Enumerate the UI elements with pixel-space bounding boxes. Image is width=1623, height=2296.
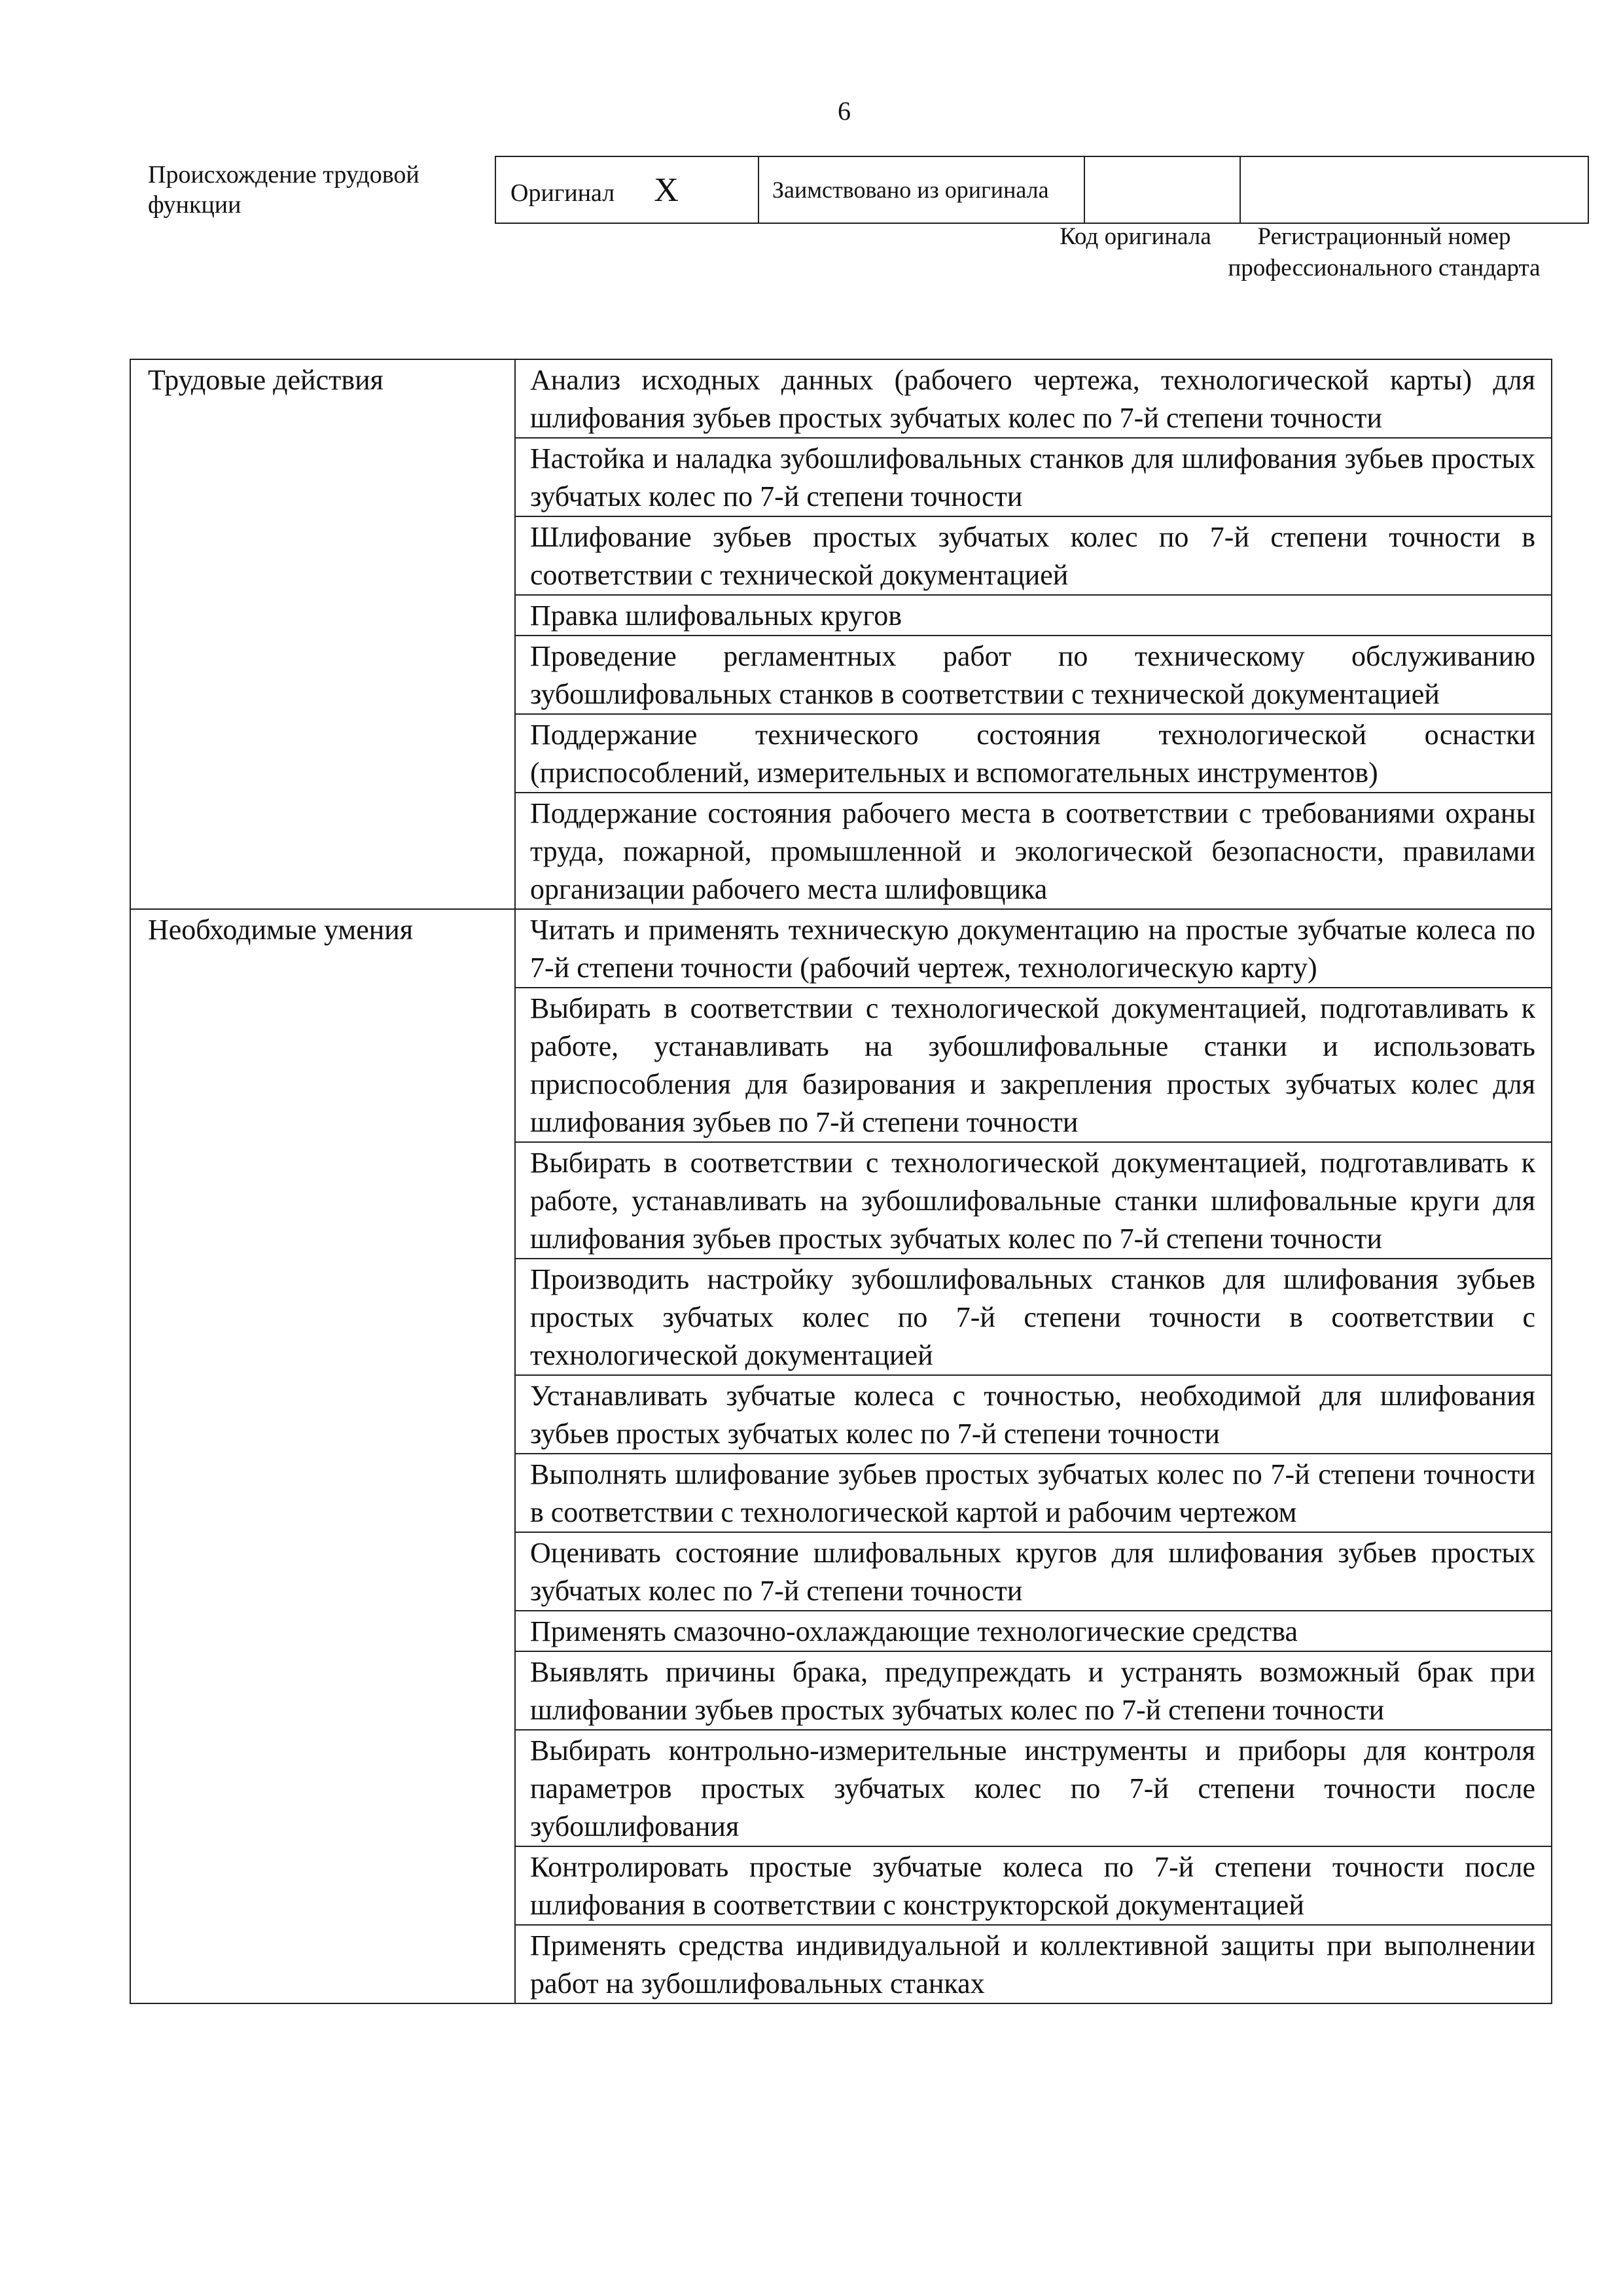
section-item: Шлифование зубьев простых зубчатых колес по 7-й степени точности в соответствии с технической документацией xyxy=(515,516,1552,595)
section-title: Трудовые действия xyxy=(130,359,515,909)
code-cell xyxy=(1084,156,1240,223)
borrowed-cell: Заимствовано из оригинала xyxy=(758,156,1084,223)
original-cell xyxy=(495,156,758,223)
section-item: Поддержание состояния рабочего места в соответствии с требованиями охраны труда, пожарной, промышленной и экологической безопасности, правилами организации рабочего места шлифовщика xyxy=(515,793,1552,909)
original-label: Оригинал xyxy=(510,179,615,207)
section-item: Читать и применять техническую документацию на простые зубчатые колеса по 7-й степени точности (рабочий чертеж, технологическую карту) xyxy=(515,909,1552,988)
section-item: Выбирать в соответствии с технологической документацией, подготавливать к работе, устанавливать на зубошлифовальные станки и использовать приспособления для базирования и закрепления простых зубчатых колес для шлифования зубьев по 7-й степени точности xyxy=(515,988,1552,1142)
section-item: Выявлять причины брака, предупреждать и устранять возможный брак при шлифовании зубьев простых зубчатых колес по 7-й степени точности xyxy=(515,1651,1552,1730)
section-item: Проведение регламентных работ по техническому обслуживанию зубошлифовальных станков в соответствии с технической документацией xyxy=(515,636,1552,714)
origin-table xyxy=(495,156,1589,224)
section-title: Необходимые умения xyxy=(130,909,515,2003)
section-item: Выполнять шлифование зубьев простых зубчатых колес по 7-й степени точности в соответствии с технологической картой и рабочим чертежом xyxy=(515,1454,1552,1532)
section-item: Устанавливать зубчатые колеса с точностью, необходимой для шлифования зубьев простых зубчатых колес по 7-й степени точности xyxy=(515,1375,1552,1454)
code-caption: Код оригинала xyxy=(1060,223,1211,250)
section-item: Анализ исходных данных (рабочего чертежа, технологической карты) для шлифования зубьев простых зубчатых колес по 7-й степени точности xyxy=(515,359,1552,438)
page-number: 6 xyxy=(838,96,851,126)
section-item: Применять средства индивидуальной и коллективной защиты при выполнении работ на зубошлифовальных станках xyxy=(515,1925,1552,2003)
reg-number-caption: Регистрационный номер профессионального стандарта xyxy=(1228,223,1541,281)
section-item: Применять смазочно-охлаждающие технологические средства xyxy=(515,1611,1552,1651)
section-item: Настойка и наладка зубошлифовальных станков для шлифования зубьев простых зубчатых колес по 7-й степени точности xyxy=(515,438,1552,516)
original-mark: X xyxy=(654,171,679,209)
section-item: Контролировать простые зубчатые колеса по 7-й степени точности после шлифования в соответствии с конструкторской документацией xyxy=(515,1846,1552,1925)
section-item: Правка шлифовальных кругов xyxy=(515,595,1552,636)
section-item: Выбирать контрольно-измерительные инструменты и приборы для контроля параметров простых зубчатых колес по 7-й степени точности после зубошлифования xyxy=(515,1730,1552,1846)
reg-number-cell xyxy=(1240,156,1588,223)
table-row xyxy=(130,359,1552,438)
table-row xyxy=(130,909,1552,988)
section-item: Выбирать в соответствии с технологической документацией, подготавливать к работе, устанавливать на зубошлифовальные станки шлифовальные круги для шлифования зубьев простых зубчатых колес по 7-й степени точности xyxy=(515,1142,1552,1259)
origin-label: Происхождение трудовой функции xyxy=(148,161,419,219)
section-item: Производить настройку зубошлифовальных станков для шлифования зубьев простых зубчатых колес по 7-й степени точности в соответствии с технологической документацией xyxy=(515,1259,1552,1375)
section-item: Оценивать состояние шлифовальных кругов для шлифования зубьев простых зубчатых колес по 7-й степени точности xyxy=(515,1532,1552,1611)
section-item: Поддержание технического состояния технологической оснастки (приспособлений, измерительных и вспомогательных инструментов) xyxy=(515,714,1552,793)
functions-table xyxy=(130,359,1552,2004)
